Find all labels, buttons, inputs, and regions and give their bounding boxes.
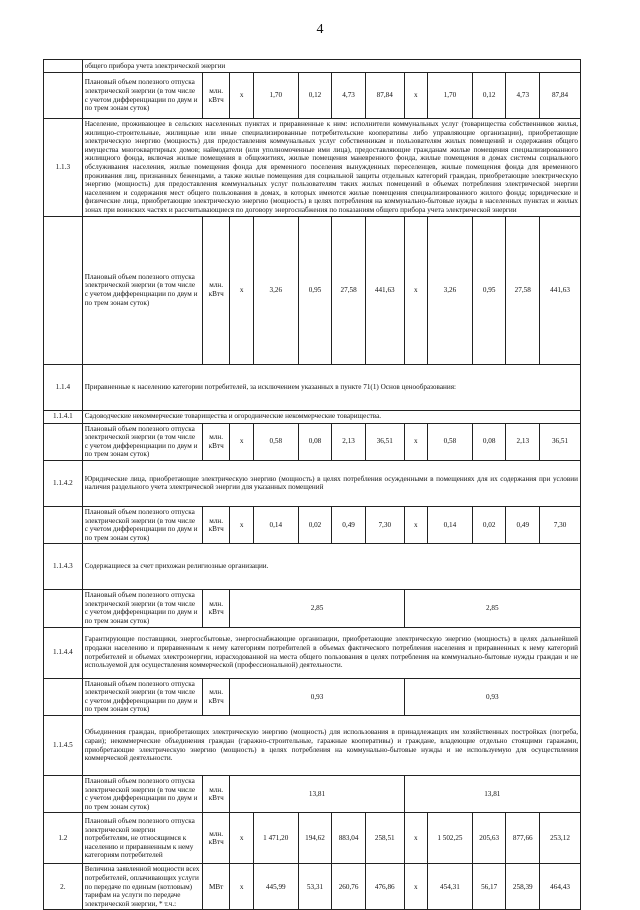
row-number: 1.1.4.3 [44, 544, 83, 590]
value-cell: 205,63 [472, 813, 506, 864]
section-row [44, 364, 581, 410]
value-cell: 0,08 [472, 423, 506, 460]
tariff-table [43, 59, 581, 910]
row-number [44, 216, 83, 364]
indicator-label: Плановый объем полезного отпуска электрической энергии (в том числе с учетом дифференциации по двум и по трем зонам суток) [82, 678, 202, 715]
section-row [44, 60, 581, 73]
value-cell: x [404, 506, 427, 543]
value-cell: 441,63 [365, 216, 404, 364]
indicator-label: Плановый объем полезного отпуска электрической энергии (в том числе с учетом дифференциации по двум и по трем зонам суток) [82, 590, 202, 627]
value-cell: 3,26 [428, 216, 473, 364]
indicator-label: Величина заявленной мощности всех потребителей, оплачивающих услуги по передаче по единым (котловым) тарифам на услуги по передаче электрической энергии, * т.ч.: [82, 864, 202, 910]
value-cell: 1,70 [253, 73, 298, 119]
row-number: 1.1.4.2 [44, 460, 83, 506]
row-number: 1.1.4.1 [44, 410, 83, 423]
value-cell: x [404, 216, 427, 364]
value-cell: 2,13 [506, 423, 540, 460]
value-row [44, 423, 581, 460]
value-cell: x [230, 216, 253, 364]
value-cell: 3,26 [253, 216, 298, 364]
section-description: Приравненные к населению категории потребителей, за исключением указанных в пункте 71(1) Основ ценообразования: [82, 364, 580, 410]
value-cell: 7,30 [540, 506, 581, 543]
value-cell: 476,86 [365, 864, 404, 910]
value-cell: 56,17 [472, 864, 506, 910]
row-number [44, 678, 83, 715]
merged-value-second-half: 2,85 [404, 590, 580, 627]
value-row [44, 216, 581, 364]
row-number [44, 776, 83, 813]
value-cell: 87,84 [540, 73, 581, 119]
merged-value-first-half: 13,81 [230, 776, 404, 813]
section-description: Гарантирующие поставщики, энергосбытовые, энергоснабжающие организации, приобретающие электрическую энергию (мощность) в целях дальнейшей продажи населению и приравненным к нему категориям потребителей в объемах фактического потребления населения и приравненных к нему категорий потребителей и объемах электроэнергии, израсходованной на места общего пользования в целях потребления на коммунально-бытовые нужды граждан и не используемой для осуществления коммерческой (профессиональной) деятельности. [82, 627, 580, 678]
section-description: Объединения граждан, приобретающих электрическую энергию (мощность) для использования в принадлежащих им хозяйственных постройках (погреба, сараи); некоммерческие объединения граждан (гаражно-строительные, гаражные кооперативы) и граждане, владеющие отдельно стоящими гаражами, приобретающие электрическую энергию (мощность) в целях потребления на коммунально-бытовые нужды и не используемую для осуществления коммерческой деятельности. [82, 716, 580, 776]
value-cell: x [230, 864, 253, 910]
value-cell: 1 471,20 [253, 813, 298, 864]
value-cell: 0,95 [472, 216, 506, 364]
value-cell: x [404, 813, 427, 864]
value-cell: 36,51 [365, 423, 404, 460]
value-cell: 0,95 [298, 216, 332, 364]
value-row [44, 73, 581, 119]
merged-value-second-half: 13,81 [404, 776, 580, 813]
value-cell: 253,12 [540, 813, 581, 864]
value-cell: 1,70 [428, 73, 473, 119]
value-row [44, 590, 581, 627]
value-cell: 877,66 [506, 813, 540, 864]
value-cell: 4,73 [506, 73, 540, 119]
section-row [44, 627, 581, 678]
section-description: общего прибора учета электрической энергии [82, 60, 580, 73]
value-row [44, 506, 581, 543]
row-number [44, 73, 83, 119]
indicator-label: Плановый объем полезного отпуска электрической энергии потребителям, не относящимся к населению и приравненным к нему категориям потребителей [82, 813, 202, 864]
value-cell: 27,58 [506, 216, 540, 364]
value-row [44, 776, 581, 813]
section-description: Население, проживающее в сельских населенных пунктах и приравненные к ним: исполнители коммунальных услуг (товарищества собственников жилья, жилищно-строительные, жилищные или иные специализированные потребительские кооперативы либо управляющие организации), приобретающие электрическую энергию (мощность) для предоставления коммунальных услуг собственникам и пользователям жилых помещений и содержания общего имущества многоквартирных домов; наймодатели (или уполномоченные ими лица), предоставляющие гражданам жилые помещения специализированного жилищного фонда, включая жилые помещения в общежитиях, жилые помещения маневренного фонда, жилые помещения в домах системы социального обслуживания населения, жилые помещения фонда для временного поселения вынужденных переселенцев, жилые помещения фонда для временного проживания лиц, признанных беженцами, а также жилые помещения для социальной защиты отдельных категорий граждан, приобретающие электрическую энергию (мощность) для предоставления коммунальных услуг пользователям таких жилых помещений в объемах потребления электрической энергии населением и содержания мест общего пользования в домах, в которых имеются жилые помещения специализированного жилого фонда; юридические и физические лица, приобретающие электрическую энергию (мощность) в целях потребления на коммунально-бытовые нужды в населенных пунктах и жилых зонах при воинских частях и рассчитывающиеся по договору энергоснабжения по показаниям общего прибора учета электрической энергии [82, 119, 580, 217]
indicator-label: Плановый объем полезного отпуска электрической энергии (в том числе с учетом дифференциации по двум и по трем зонам суток) [82, 423, 202, 460]
unit-cell: млн. кВтч [202, 216, 230, 364]
row-number: 1.1.4.4 [44, 627, 83, 678]
value-cell: 0,12 [472, 73, 506, 119]
value-cell: 454,31 [428, 864, 473, 910]
unit-cell: МВт [202, 864, 230, 910]
value-cell: 445,99 [253, 864, 298, 910]
value-cell: 464,43 [540, 864, 581, 910]
value-cell: 0,49 [506, 506, 540, 543]
unit-cell: млн. кВтч [202, 776, 230, 813]
unit-cell: млн. кВтч [202, 73, 230, 119]
section-row [44, 716, 581, 776]
section-row [44, 544, 581, 590]
value-cell: x [230, 813, 253, 864]
value-row [44, 864, 581, 910]
value-cell: 0,12 [298, 73, 332, 119]
value-cell: 27,58 [332, 216, 366, 364]
merged-value-first-half: 0,93 [230, 678, 404, 715]
section-row [44, 460, 581, 506]
row-number: 1.1.4.5 [44, 716, 83, 776]
value-cell: 0,08 [298, 423, 332, 460]
value-cell: 441,63 [540, 216, 581, 364]
section-description: Содержащиеся за счет прихожан религиозные организации. [82, 544, 580, 590]
row-number [44, 590, 83, 627]
merged-value-first-half: 2,85 [230, 590, 404, 627]
value-cell: 258,39 [506, 864, 540, 910]
value-cell: 194,62 [298, 813, 332, 864]
value-cell: 0,14 [253, 506, 298, 543]
row-number: 1.1.4 [44, 364, 83, 410]
value-cell: 0,58 [253, 423, 298, 460]
value-cell: 260,76 [332, 864, 366, 910]
value-cell: x [404, 423, 427, 460]
value-cell: x [230, 506, 253, 543]
value-cell: 0,49 [332, 506, 366, 543]
section-row [44, 119, 581, 217]
value-cell: 0,02 [298, 506, 332, 543]
indicator-label: Плановый объем полезного отпуска электрической энергии (в том числе с учетом дифференциации по двум и по трем зонам суток) [82, 776, 202, 813]
value-cell: x [230, 73, 253, 119]
row-number: 2. [44, 864, 83, 910]
row-number [44, 506, 83, 543]
unit-cell: млн. кВтч [202, 506, 230, 543]
row-number [44, 60, 83, 73]
value-cell: x [404, 73, 427, 119]
value-row [44, 678, 581, 715]
unit-cell: млн. кВтч [202, 813, 230, 864]
row-number [44, 423, 83, 460]
value-cell: 7,30 [365, 506, 404, 543]
value-cell: x [230, 423, 253, 460]
value-cell: 4,73 [332, 73, 366, 119]
indicator-label: Плановый объем полезного отпуска электрической энергии (в том числе с учетом дифференциации по двум и по трем зонам суток) [82, 506, 202, 543]
value-cell: 0,58 [428, 423, 473, 460]
row-number: 1.1.3 [44, 119, 83, 217]
value-row [44, 813, 581, 864]
value-cell: 0,02 [472, 506, 506, 543]
indicator-label: Плановый объем полезного отпуска электрической энергии (в том числе с учетом дифференциации по двум и по трем зонам суток) [82, 216, 202, 364]
section-description: Садоводческие некоммерческие товарищества и огороднические некоммерческие товарищества. [82, 410, 580, 423]
value-cell: 53,31 [298, 864, 332, 910]
unit-cell: млн. кВтч [202, 678, 230, 715]
section-row [44, 410, 581, 423]
indicator-label: Плановый объем полезного отпуска электрической энергии (в том числе с учетом дифференциации по двум и по трем зонам суток) [82, 73, 202, 119]
section-description: Юридические лица, приобретающие электрическую энергию (мощность) в целях потребления осужденными в помещениях для их содержания при условии наличия раздельного учета электрической энергии для указанных помещений [82, 460, 580, 506]
value-cell: x [404, 864, 427, 910]
value-cell: 0,14 [428, 506, 473, 543]
page-number: 4 [316, 22, 324, 37]
merged-value-second-half: 0,93 [404, 678, 580, 715]
unit-cell: млн. кВтч [202, 590, 230, 627]
value-cell: 2,13 [332, 423, 366, 460]
unit-cell: млн. кВтч [202, 423, 230, 460]
value-cell: 1 502,25 [428, 813, 473, 864]
row-number: 1.2 [44, 813, 83, 864]
value-cell: 36,51 [540, 423, 581, 460]
value-cell: 883,04 [332, 813, 366, 864]
value-cell: 87,84 [365, 73, 404, 119]
value-cell: 258,51 [365, 813, 404, 864]
